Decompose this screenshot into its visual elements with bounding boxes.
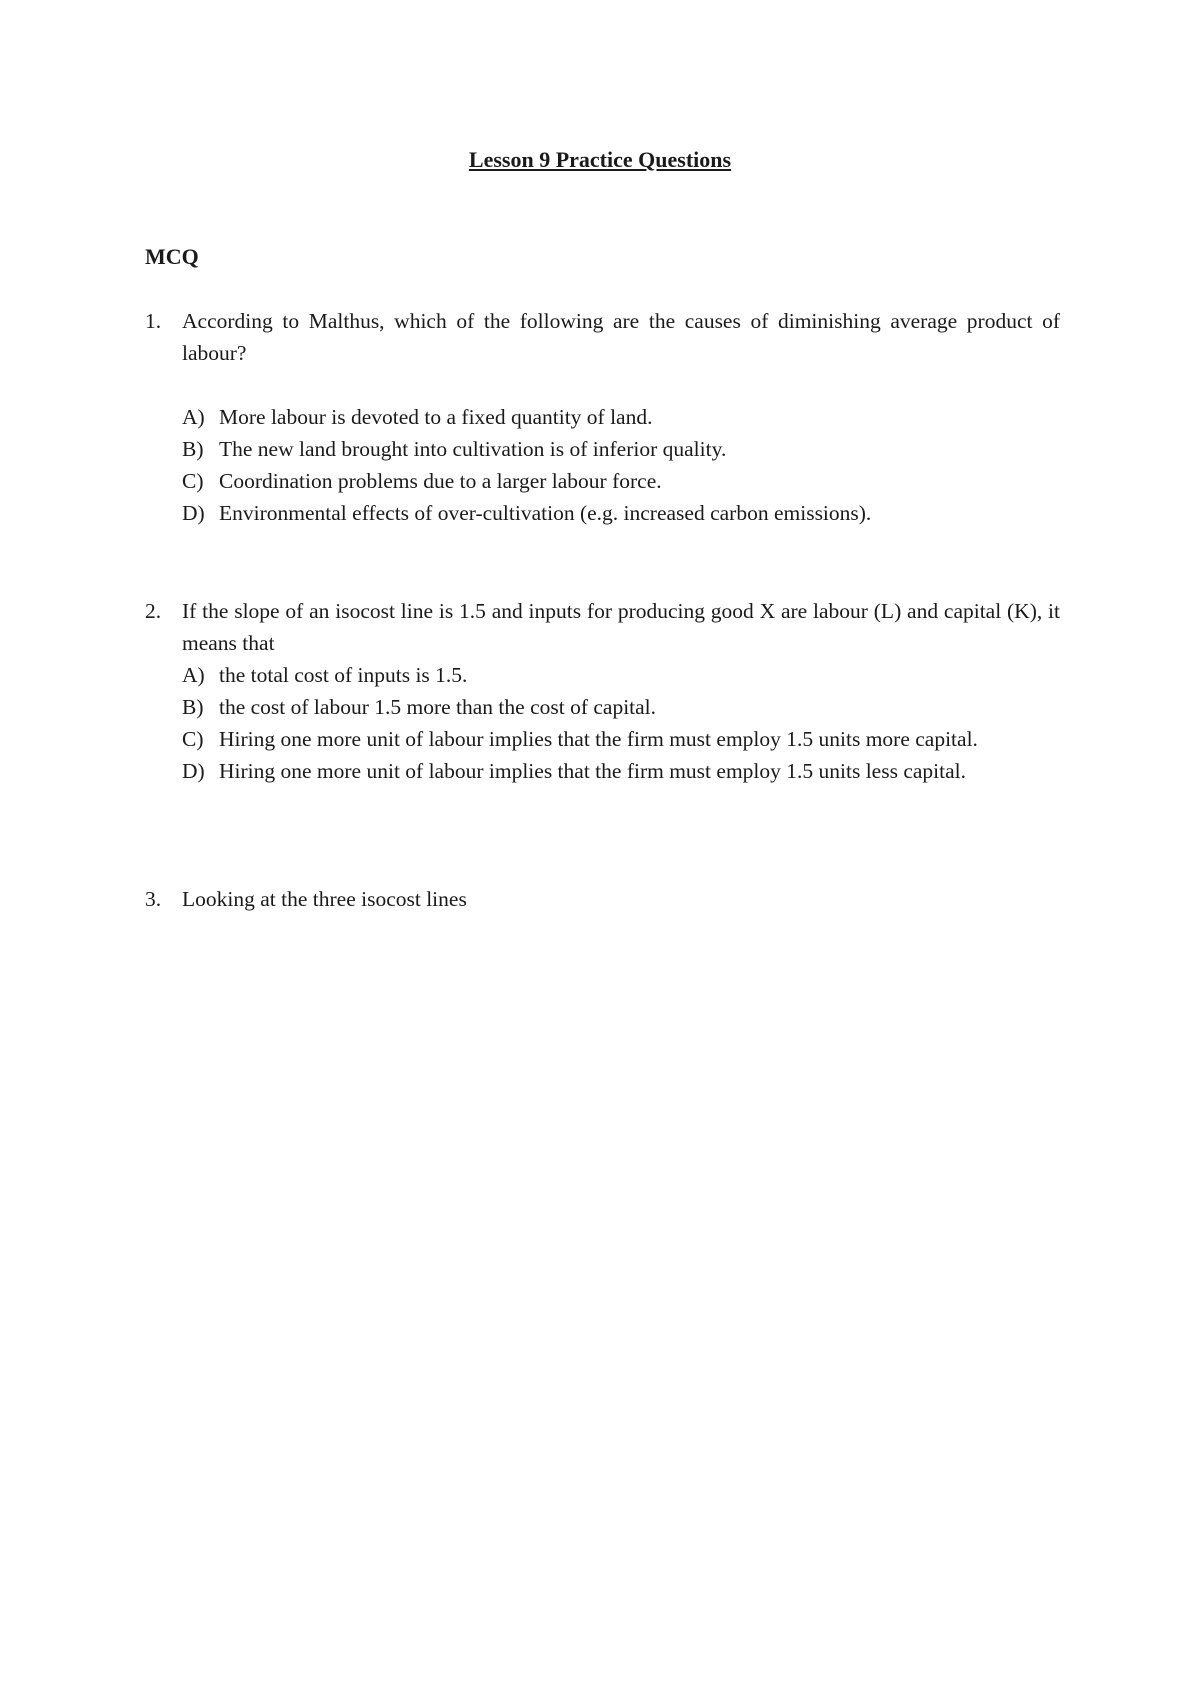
question-number: 1. [145, 309, 162, 333]
option-letter: C) [182, 469, 204, 493]
document-title: Lesson 9 Practice Questions [468, 147, 732, 172]
answer-option-c [145, 723, 1060, 755]
question-2 [145, 595, 1060, 787]
question-1 [145, 305, 1060, 529]
option-text: the cost of labour 1.5 more than the cost of capital. [219, 695, 657, 719]
question-number: 3. [145, 887, 162, 911]
answer-options [145, 659, 1060, 787]
option-letter: D) [182, 759, 205, 783]
answer-option-c [145, 465, 1060, 497]
answer-options [145, 401, 1060, 529]
answer-option-a [145, 401, 1060, 433]
question-text: Looking at the three isocost lines [182, 887, 467, 911]
option-letter: C) [182, 727, 204, 751]
option-text: The new land brought into cultivation is of inferior quality. [219, 437, 727, 461]
option-text: Coordination problems due to a larger labour force. [219, 469, 662, 493]
option-text: the total cost of inputs is 1.5. [219, 663, 468, 687]
answer-option-a [145, 659, 1060, 691]
option-text: Hiring one more unit of labour implies that the firm must employ 1.5 units less capital. [219, 759, 966, 783]
option-text: Environmental effects of over-cultivation (e.g. increased carbon emissions). [219, 501, 872, 525]
option-letter: A) [182, 663, 205, 687]
section-heading-mcq: MCQ [145, 244, 199, 269]
answer-option-b [145, 433, 1060, 465]
option-letter: D) [182, 501, 205, 525]
question-number: 2. [145, 599, 162, 623]
option-text: Hiring one more unit of labour implies that the firm must employ 1.5 units more capital. [219, 727, 978, 751]
question-3 [145, 883, 1060, 915]
answer-option-d [145, 755, 1060, 787]
option-letter: B) [182, 437, 204, 461]
option-letter: B) [182, 695, 204, 719]
answer-option-d [145, 497, 1060, 529]
option-text: More labour is devoted to a fixed quantity of land. [219, 405, 653, 429]
question-text: According to Malthus, which of the following are the causes of diminishing average product of labour? [182, 309, 1060, 365]
answer-option-b [145, 691, 1060, 723]
option-letter: A) [182, 405, 205, 429]
question-text: If the slope of an isocost line is 1.5 and inputs for producing good X are labour (L) and capital (K), it means that [182, 599, 1060, 655]
